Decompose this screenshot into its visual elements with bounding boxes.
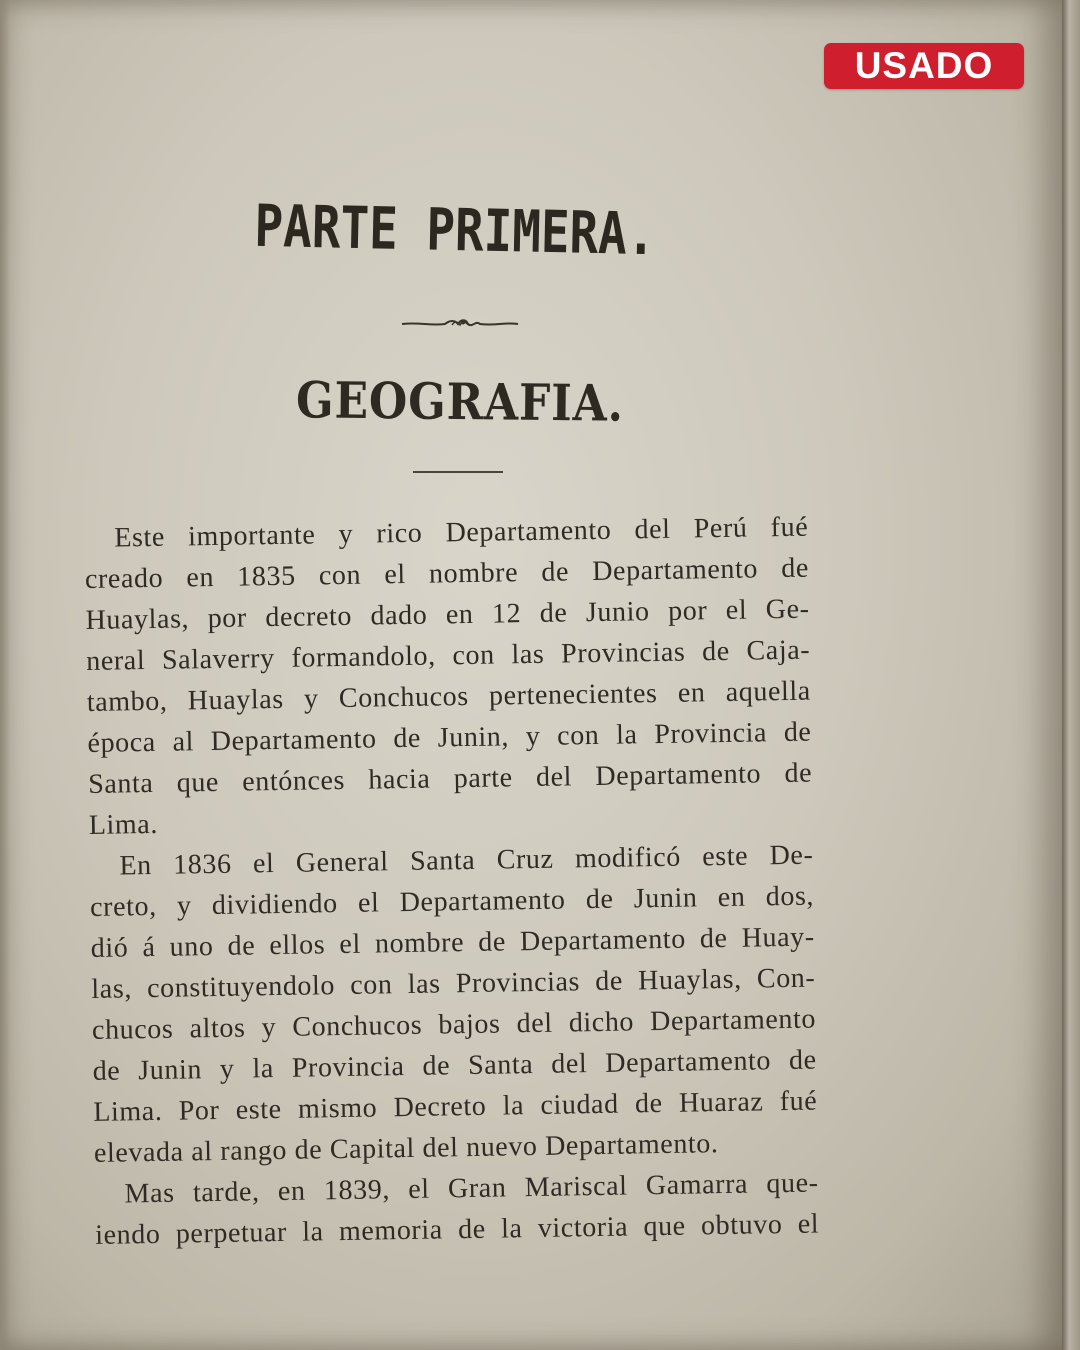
title-divider — [413, 471, 503, 473]
text-line: creto, y dividiendo el Departamento de Junin en dos, — [89, 880, 815, 923]
page-edge — [1062, 0, 1080, 1350]
text-line: En 1836 el General Santa Cruz modificó este De- — [119, 839, 814, 882]
flourish-ornament-icon — [400, 316, 520, 332]
text-line: época al Departamento de Junin, y con la Provincia de — [87, 716, 812, 759]
text-line: tambo, Huaylas y Conchucos pertenecientes en aquella — [86, 675, 812, 718]
text-line: Lima. — [88, 808, 159, 841]
paragraph — [89, 835, 818, 1174]
text-line: de Junin y la Provincia de Santa del Departamento de — [92, 1044, 817, 1087]
text-line: Este importante y rico Departamento del Perú fué — [114, 511, 809, 554]
text-line: creado en 1835 con el nombre de Departamento de — [84, 552, 810, 595]
paragraph — [84, 507, 813, 846]
used-badge: USADO — [824, 43, 1024, 89]
text-line: elevada al rango de Capital del nuevo Departamento. — [93, 1128, 719, 1169]
text-line: chucos altos y Conchucos bajos del dicho Departamento — [91, 1003, 817, 1046]
text-line: Lima. Por este mismo Decreto la ciudad de Huaraz fué — [93, 1085, 818, 1128]
text-line: Santa que entónces hacia parte del Departamento de — [87, 757, 813, 800]
text-line: las, constituyendolo con las Provincias de Huaylas, Con- — [91, 962, 816, 1005]
text-line: dió á uno de ellos el nombre de Departamento de Huay- — [90, 921, 815, 964]
section-title: GEOGRAFIA. — [295, 370, 625, 433]
paragraph — [94, 1163, 819, 1256]
text-line: neral Salaverry formandolo, con las Provincias de Caja- — [86, 634, 811, 677]
body-text — [84, 507, 820, 1256]
text-line: iendo perpetuar la memoria de la victoria que obtuvo el — [95, 1208, 820, 1251]
part-title: PARTE PRIMERA. — [253, 191, 657, 269]
text-line: Mas tarde, en 1839, el Gran Mariscal Gamarra que- — [124, 1167, 819, 1210]
text-line: Huaylas, por decreto dado en 12 de Junio por el Ge- — [85, 593, 810, 636]
